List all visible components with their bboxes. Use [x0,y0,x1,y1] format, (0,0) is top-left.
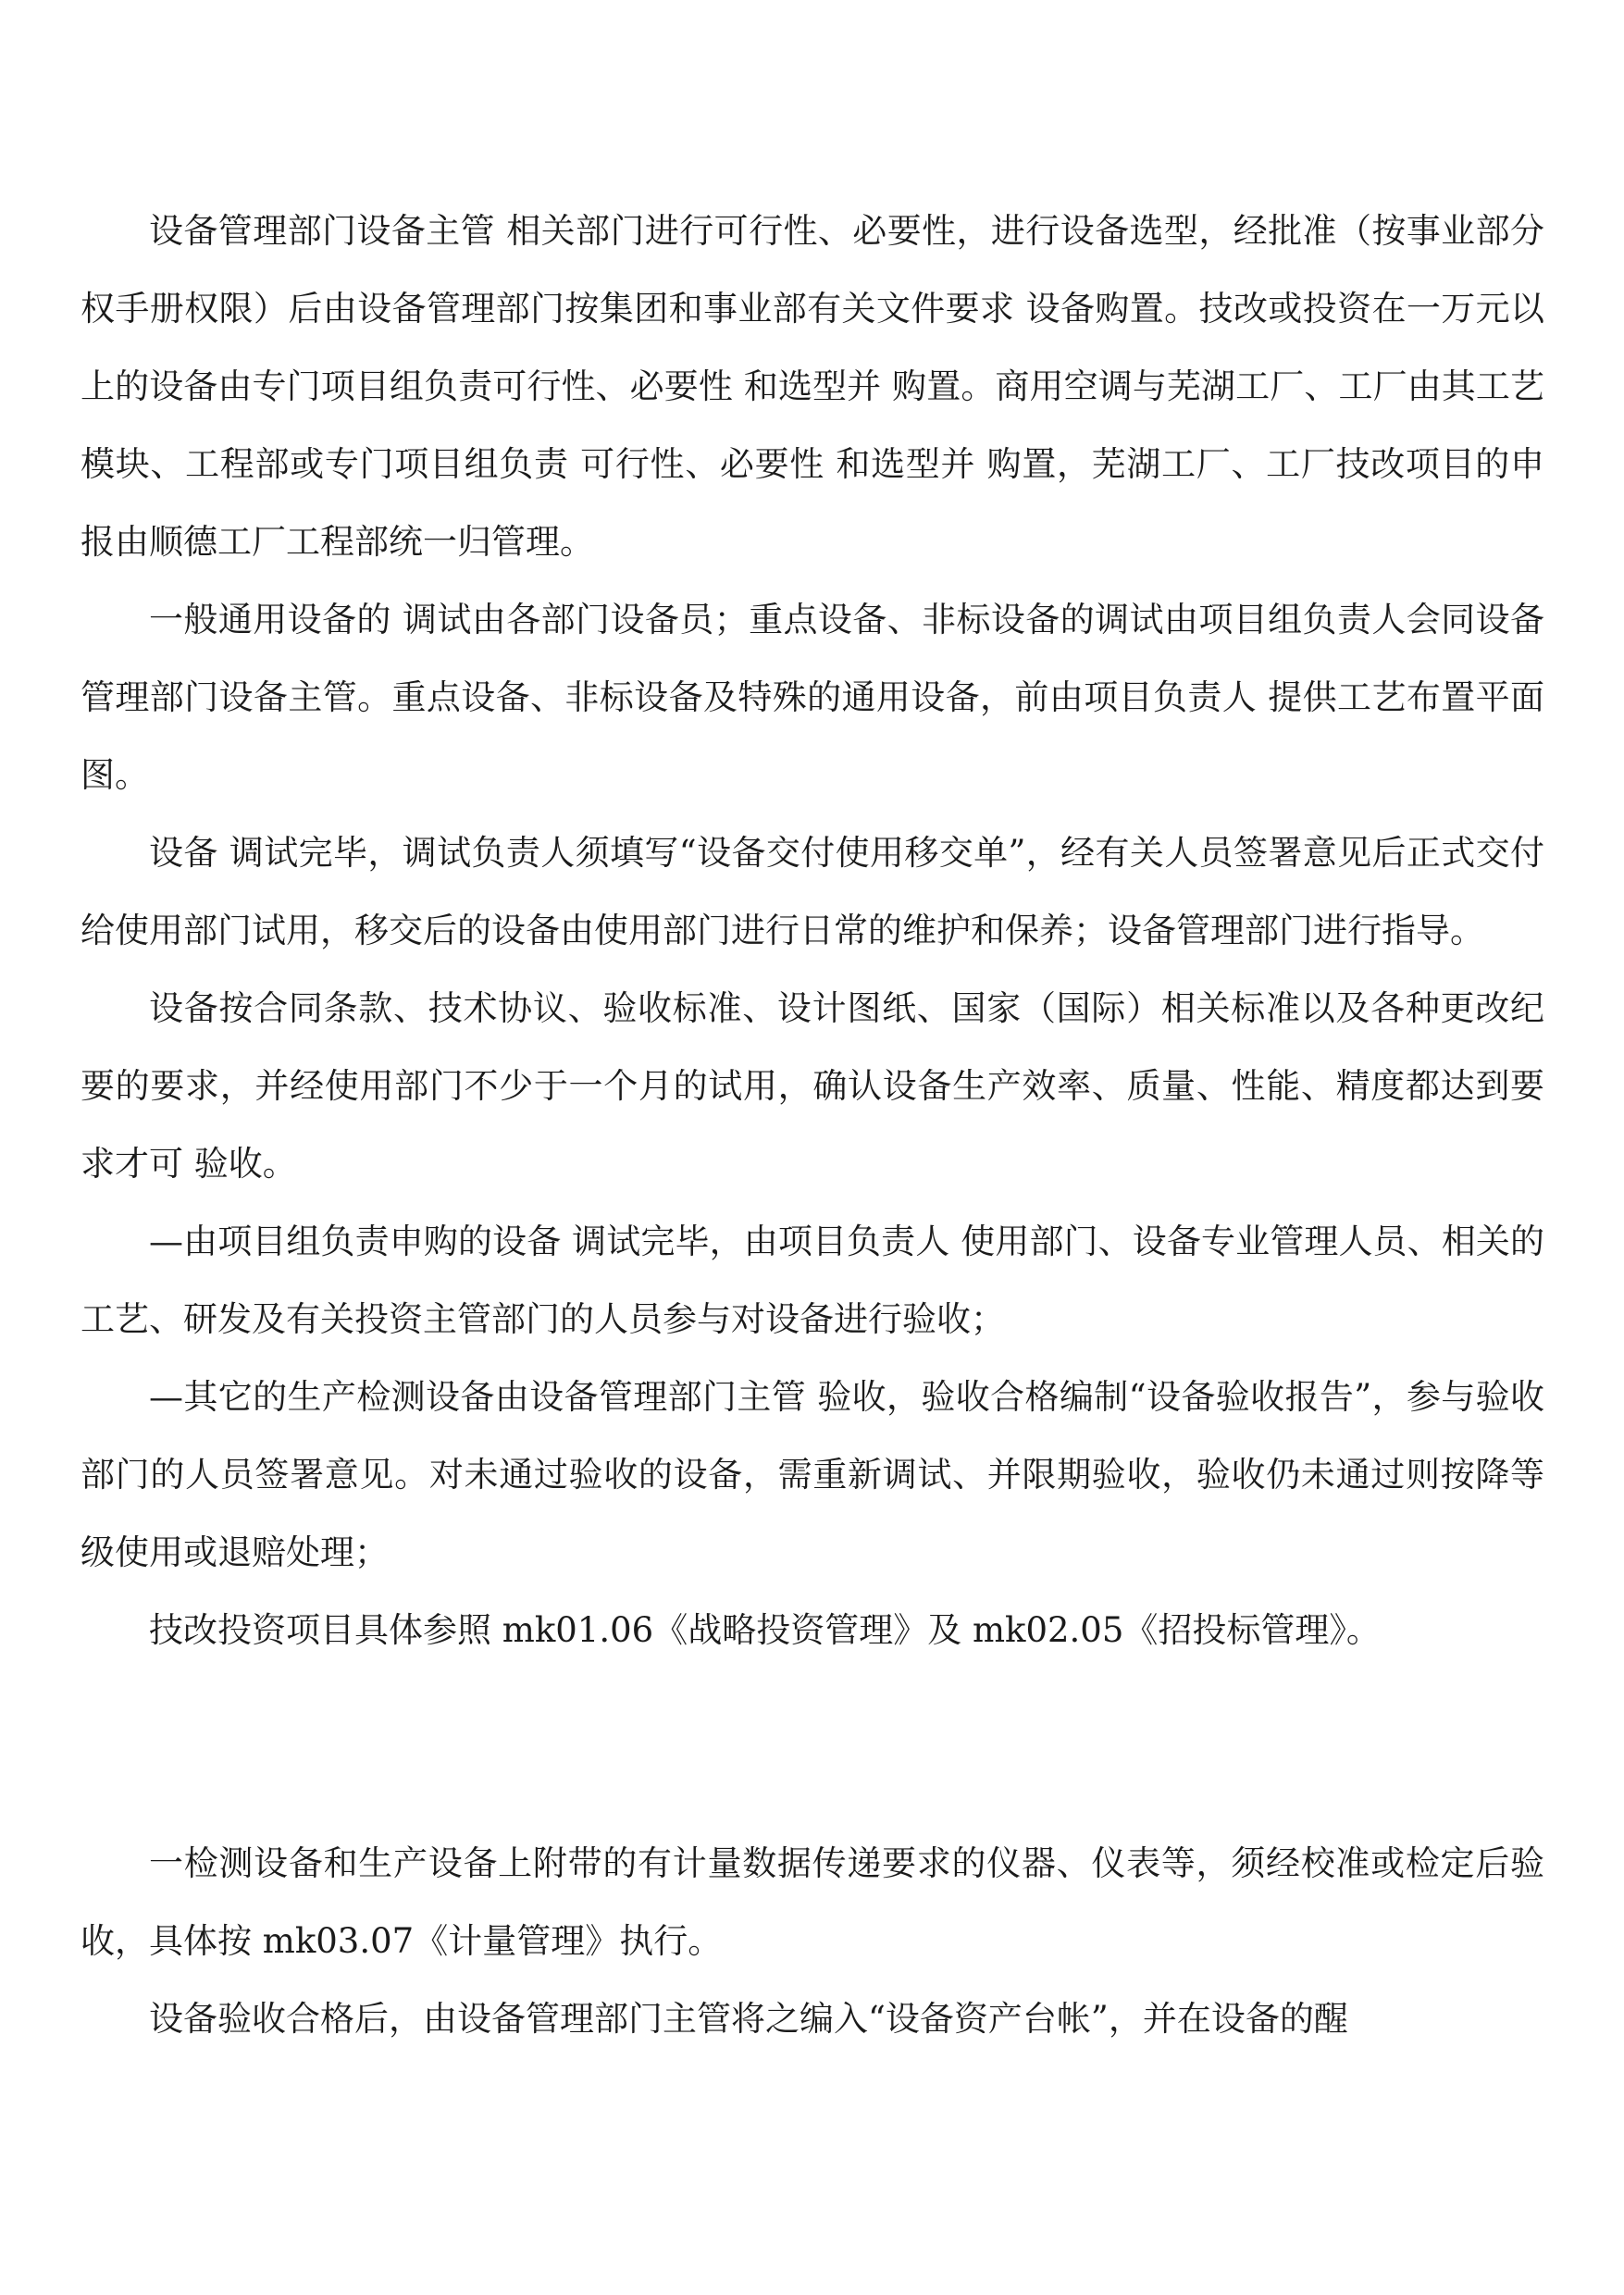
paragraph-other-acceptance: —其它的生产检测设备由设备管理部门主管 验收，验收合格编制“设备验收报告”，参与验收部门的人员签署意见。对未通过验收的设备，需重新调试、并限期验收，验收仍未通过则按降等级使用或退赔处理； [81,1377,1544,1572]
document-body [81,192,1544,2058]
paragraph-calibration: 一检测设备和生产设备上附带的有计量数据传递要求的仪器、仪表等，须经校准或检定后验收，具体按 mk03.07《计量管理》执行。 [81,1843,1544,1961]
paragraph-debugging: 一般通用设备的 调试由各部门设备员；重点设备、非标设备的调试由项目组负责人会同设备管理部门设备主管。重点设备、非标设备及特殊的通用设备，前由项目负责人 提供工艺布置平面图。 [81,600,1544,795]
paragraph-asset-ledger: 设备验收合格后，由设备管理部门主管将之编入“设备资产台帐”，并在设备的醒 [149,1999,1348,2039]
paragraph-project-acceptance: —由项目组负责申购的设备 调试完毕，由项目负责人 使用部门、设备专业管理人员、相关的工艺、研发及有关投资主管部门的人员参与对设备进行验收； [81,1222,1544,1339]
section-gap [81,1669,1544,1825]
paragraph-handover: 设备 调试完毕，调试负责人须填写“设备交付使用移交单”，经有关人员签署意见后正式交付给使用部门试用，移交后的设备由使用部门进行日常的维护和保养；设备管理部门进行指导。 [81,833,1544,950]
paragraph-reference: 技改投资项目具体参照 mk01.06《战略投资管理》及 mk02.05《招投标管理》。 [149,1610,1381,1650]
paragraph-equipment-selection: 设备管理部门设备主管 相关部门进行可行性、必要性，进行设备选型，经批准（按事业部分权手册权限）后由设备管理部门按集团和事业部有关文件要求 设备购置。技改或投资在一万元以上的设备由专门项目组负责可行性、必要性 和选型并 购置。商用空调与芜湖工厂、工厂由其工艺模块、工程部或专门项目组负责 可行性、必要性 和选型并 购置，芜湖工厂、工厂技改项目的申报由顺德工厂工程部统一归管理。 [81,211,1544,562]
paragraph-acceptance-criteria: 设备按合同条款、技术协议、验收标准、设计图纸、国家（国际）相关标准以及各种更改纪要的要求，并经使用部门不少于一个月的试用，确认设备生产效率、质量、性能、精度都达到要求才可 验收。 [81,988,1544,1184]
